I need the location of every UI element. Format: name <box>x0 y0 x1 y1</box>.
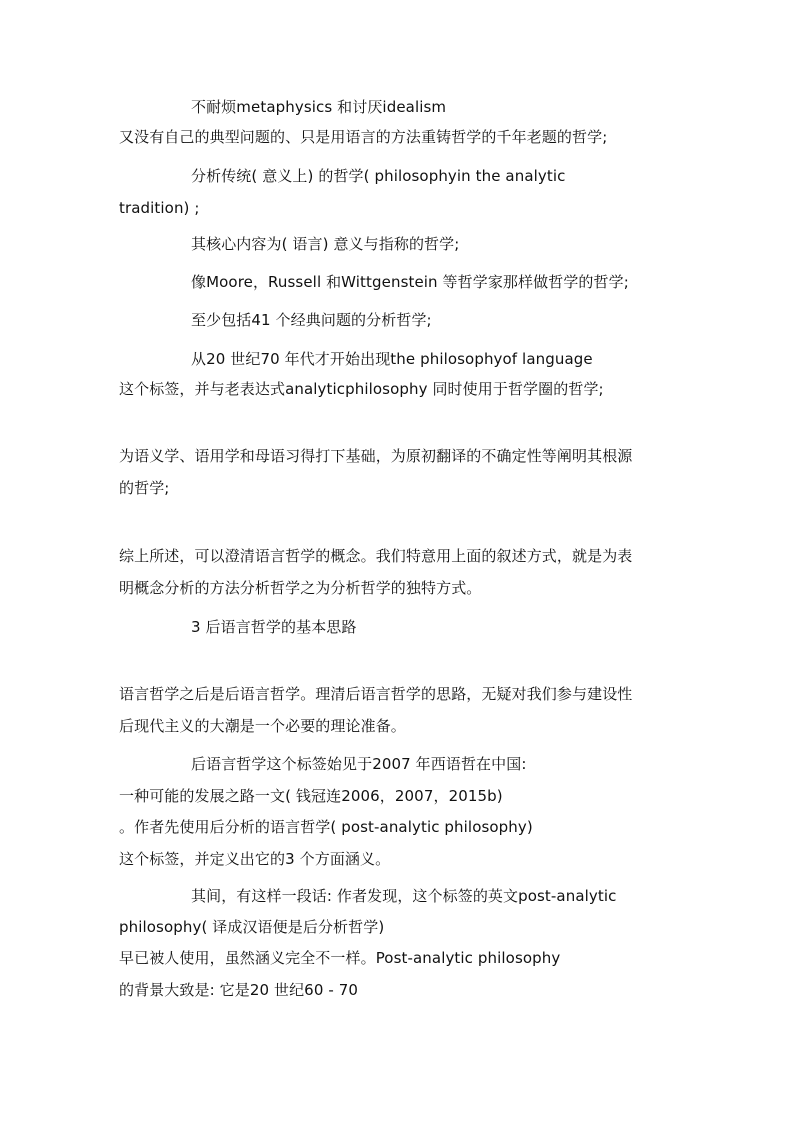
text-line: 的哲学; <box>119 479 170 497</box>
text-line: 其核心内容为( 语言) 意义与指称的哲学; <box>191 235 460 253</box>
text-line: 综上所述，可以澄清语言哲学的概念。我们特意用上面的叙述方式，就是为表 <box>119 547 633 565</box>
text-line: 这个标签，并与老表达式analyticphilosophy 同时使用于哲学圈的哲学; <box>119 380 604 398</box>
text-line: 后现代主义的大潮是一个必要的理论准备。 <box>119 717 406 735</box>
text-line: 明概念分析的方法分析哲学之为分析哲学的独特方式。 <box>119 579 482 597</box>
text-line: 像Moore，Russell 和Wittgenstein 等哲学家那样做哲学的哲学; <box>191 273 629 291</box>
text-line: 后语言哲学这个标签始见于2007 年西语哲在中国: <box>191 755 527 773</box>
text-line: 这个标签，并定义出它的3 个方面涵义。 <box>119 850 391 868</box>
text-line: 早已被人使用，虽然涵义完全不一样。Post-analytic philosophy <box>119 949 561 967</box>
text-line: 的背景大致是: 它是20 世纪60 - 70 <box>119 981 359 999</box>
text-line: 其间，有这样一段话: 作者发现，这个标签的英文post-analytic <box>191 887 617 905</box>
text-line: 。作者先使用后分析的语言哲学( post-analytic philosophy) <box>119 818 533 836</box>
text-line: 从20 世纪70 年代才开始出现the philosophyof language <box>191 350 593 368</box>
text-line: 分析传统( 意义上) 的哲学( philosophyin the analytic <box>191 167 566 185</box>
text-line: 至少包括41 个经典问题的分析哲学; <box>191 311 432 329</box>
text-line: 又没有自己的典型问题的、只是用语言的方法重铸哲学的千年老题的哲学; <box>119 128 608 146</box>
text-line: 不耐烦metaphysics 和讨厌idealism <box>191 98 447 116</box>
text-line: 为语义学、语用学和母语习得打下基础，为原初翻译的不确定性等阐明其根源 <box>119 447 633 465</box>
text-line: philosophy( 译成汉语便是后分析哲学) <box>119 918 385 936</box>
section-heading: 3 后语言哲学的基本思路 <box>191 618 357 636</box>
text-line: 语言哲学之后是后语言哲学。理清后语言哲学的思路，无疑对我们参与建设性 <box>119 685 633 703</box>
text-line: 一种可能的发展之路一文( 钱冠连2006，2007，2015b) <box>119 787 503 805</box>
text-line: tradition) ; <box>119 199 200 217</box>
